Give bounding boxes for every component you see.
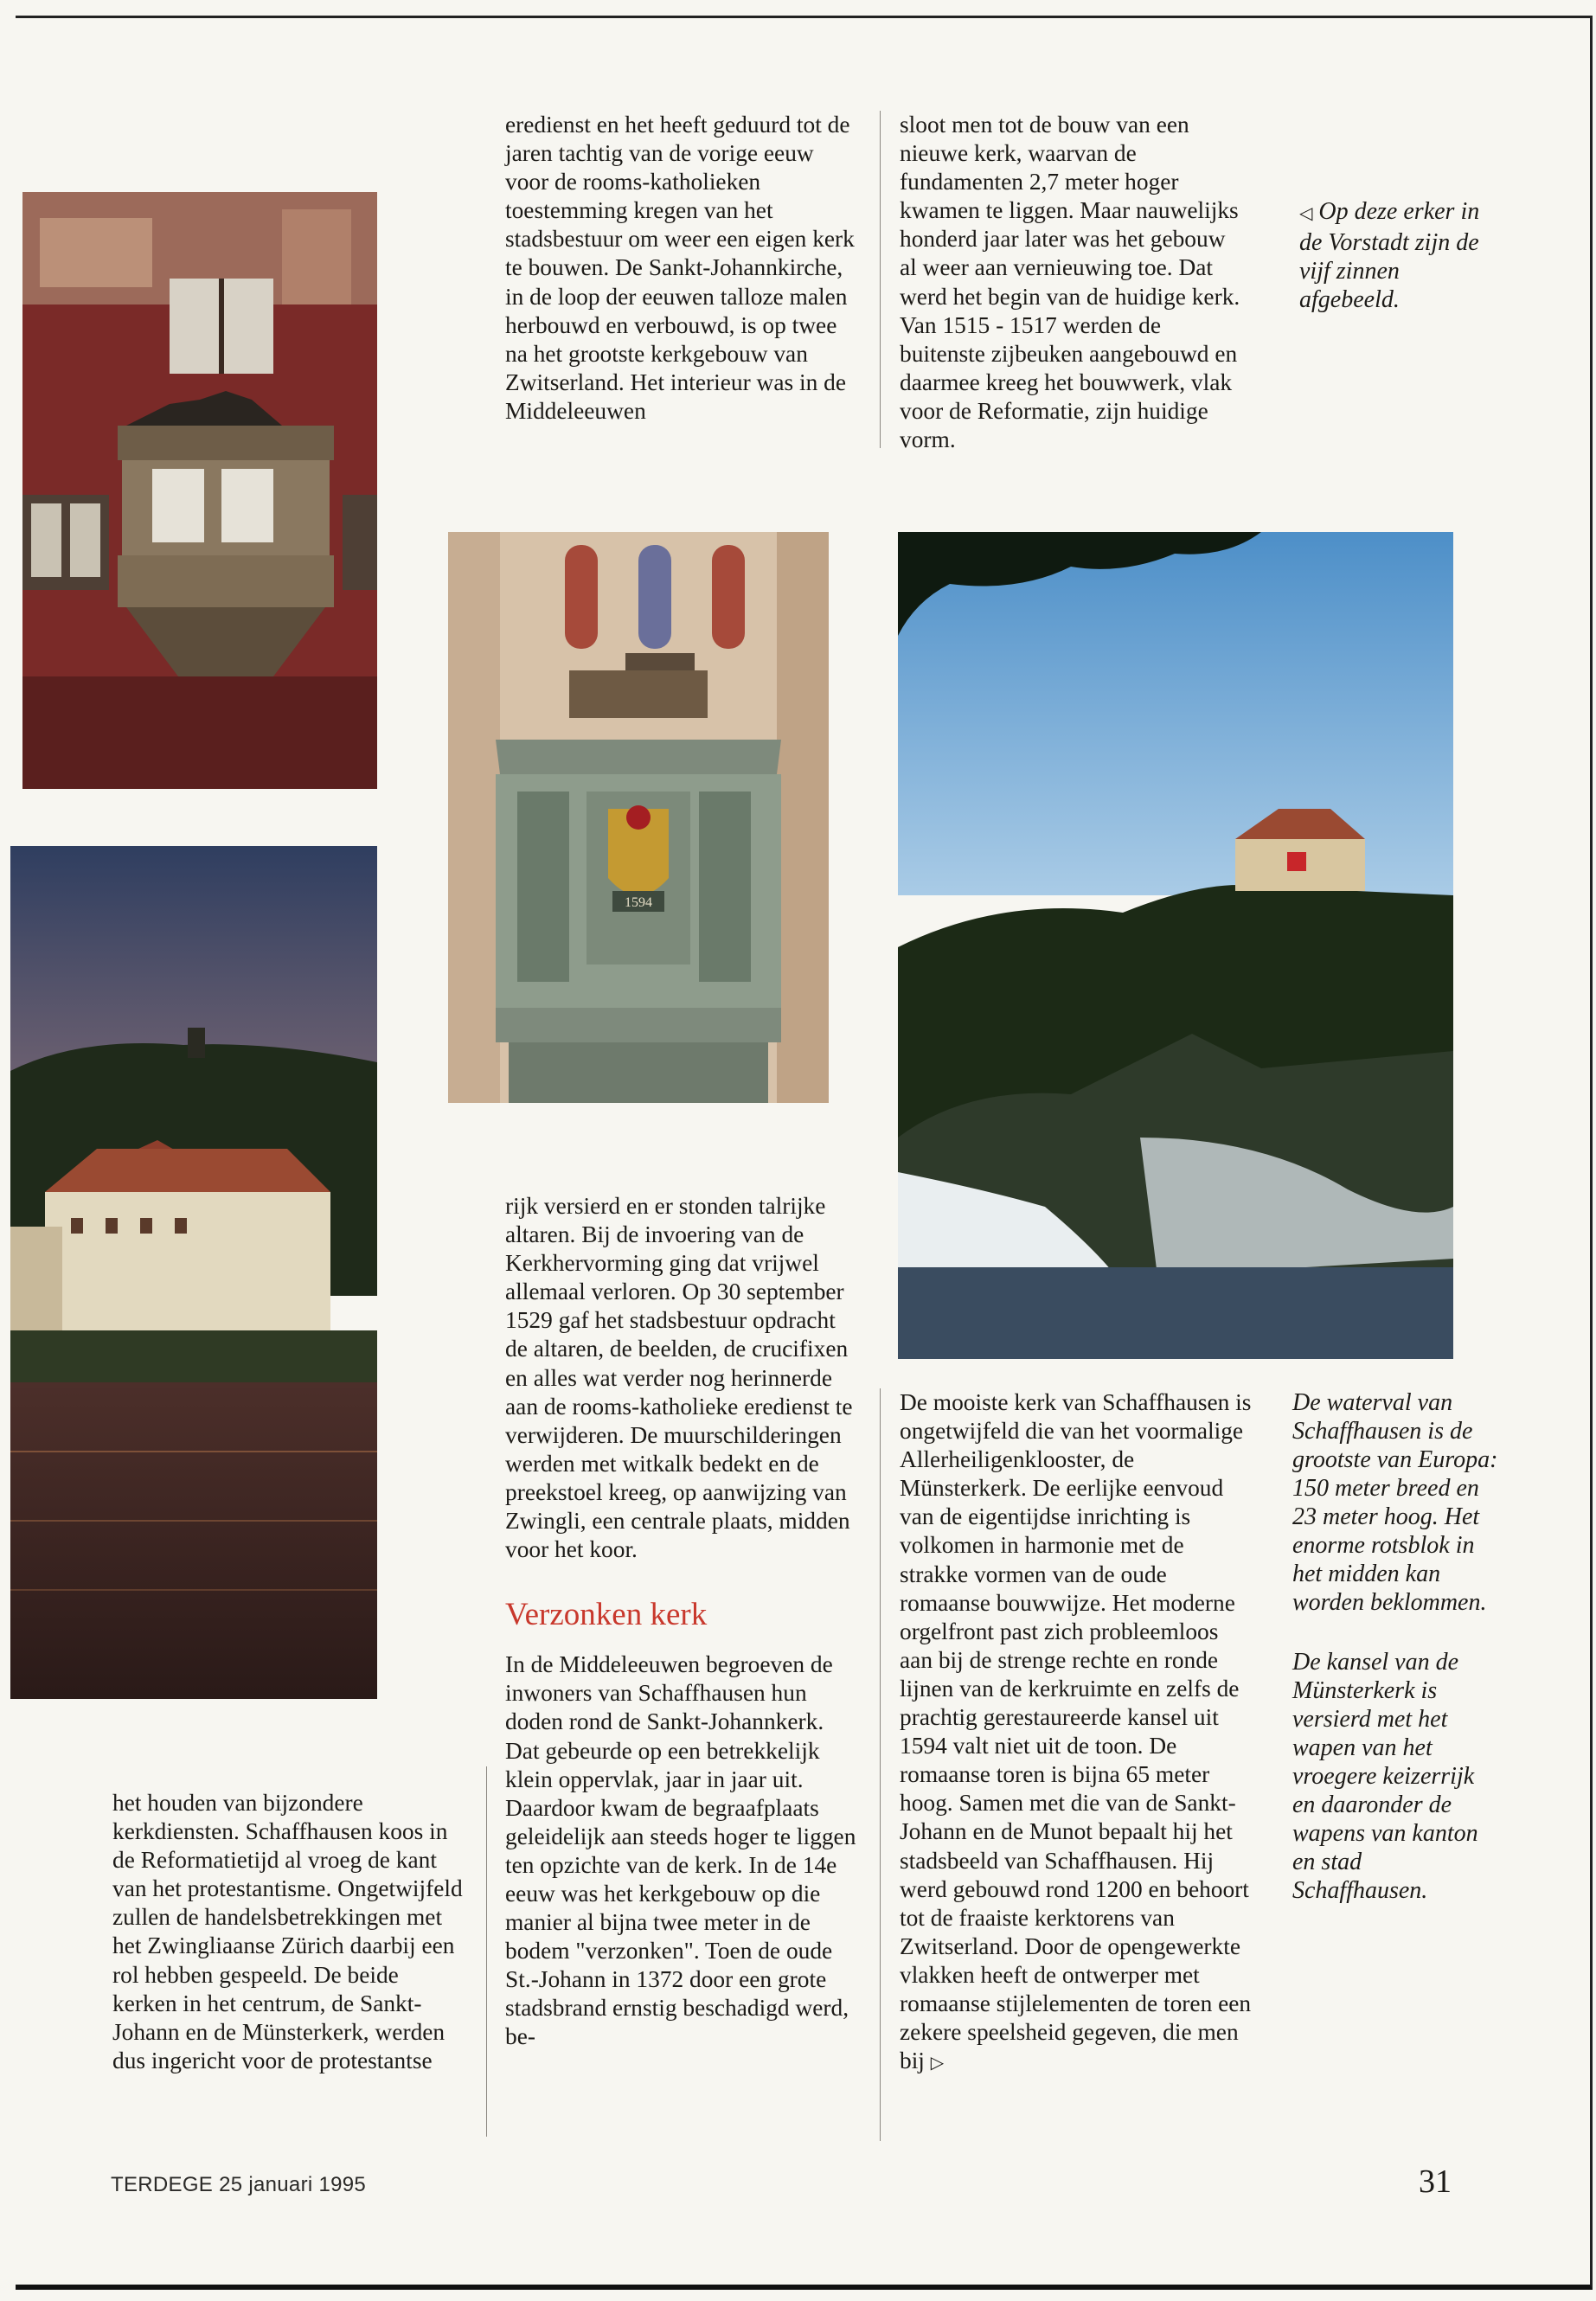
continue-arrow-icon: ▷	[930, 2054, 945, 2073]
photo-riverside	[10, 846, 377, 1699]
paragraph: In de Middeleeuwen begroeven de inwoners van Schaffhausen hun doden rond de Sankt-Johannkerk. Dat gebeurde op een betrekkelijk klein oppervlak, jaar in jaar uit. Daardoor kwam de begraafplaats geleidelijk aan steeds hoger te liggen ten opzichte van de kerk. In de 14e eeuw was het kerkgebouw op die manier al bijna twee meter in de bodem "verzonken". Toen de oude St.-Johann in 1372 door een grote stadsbrand ernstig beschadigd werd, be-	[505, 1651, 856, 2050]
photo-pulpit	[448, 532, 829, 1103]
pulpit-year-plaque: 1594	[625, 895, 652, 910]
article-col3-bottom	[900, 1388, 1254, 2078]
left-triangle-icon: ◁	[1299, 204, 1313, 223]
page-number: 31	[1419, 2163, 1452, 2200]
article-col2-top	[505, 111, 860, 426]
column-rule	[486, 1766, 487, 2137]
article-col2-bottom	[505, 1192, 860, 2052]
caption-kansel: De kansel van de Münsterkerk is versierd met het wapen van het vroegere keizerrijk en daaronder de wapens van kanton en stad Schaffhausen.	[1292, 1649, 1478, 1904]
article-col3-top	[900, 111, 1246, 454]
caption-text: Op deze erker in de Vorstadt zijn de vijf zinnen afgebeeld.	[1299, 198, 1480, 313]
column-rule	[880, 1388, 881, 2141]
photo-waterfall	[898, 532, 1453, 1359]
photo-erker	[22, 192, 377, 789]
paragraph: het houden van bijzondere kerkdiensten. Schaffhausen koos in de Reformatietijd al vroeg de kant van het protestantisme. Ongetwijfeld zullen de handelsbetrekkingen met het Zwingliaanse Zürich daarbij een rol hebben gespeeld. De beide kerken in het centrum, de Sankt-Johann en de Münsterkerk, werden dus ingericht voor de protestantse	[112, 1790, 463, 2073]
caption-erker	[1299, 197, 1490, 345]
paragraph: sloot men tot de bouw van een nieuwe kerk, waarvan de fundamenten 2,7 meter hoger kwamen te liggen. Maar nauwelijks honderd jaar later was het gebouw al weer aan vernieuwing toe. Dat werd het begin van de huidige kerk. Van 1515 - 1517 werden de buitenste zijbeuken aangebouwd en daarmee kreeg het bouwwerk, vlak voor de Reformatie, zijn huidige vorm.	[900, 112, 1240, 453]
paragraph: De mooiste kerk van Schaffhausen is ongetwijfeld die van het voormalige Allerheiligenklooster, de Münsterkerk. De eerlijke eenvoud van de eigentijdse inrichting is volkomen in harmonie met de strakke vormen van de oude romaanse bouwwijze. Het moderne orgelfront past zich probleemloos aan bij de strenge rechte en ronde lijnen van de kerkruimte en zelfs de prachtig gerestaureerde kansel uit 1594 valt niet uit de toon. De romaanse toren is bijna 65 meter hoog. Samen met die van de Sankt-Johann en de Munot bepaalt hij het stadsbeeld van Schaffhausen. Hij werd gebouwd rond 1200 en behoort tot de fraaiste kerktorens van Zwitserland. Door de opengewerkte vlakken heeft de ontwerper met romaanse stijlelementen de toren een zekere speelsheid gegeven, die men bij	[900, 1389, 1252, 2074]
caption-right-column	[1292, 1388, 1500, 1936]
paragraph: eredienst en het heeft geduurd tot de jaren tachtig van de vorige eeuw voor de rooms-katholieken toestemming kregen van het stadsbestuur om weer een eigen kerk te bouwen. De Sankt-Johannkirche, in de loop der eeuwen talloze malen herbouwd en verbouwd, is op twee na het grootste kerkgebouw van Zwitserland. Het interieur was in de Middeleeuwen	[505, 112, 855, 424]
paragraph: rijk versierd en er stonden talrijke altaren. Bij de invoering van de Kerkhervorming ging dat vrijwel allemaal verloren. Op 30 september 1529 gaf het stadsbestuur opdracht de altaren, de beelden, de crucifixen en alles wat verder nog herinnerde aan de rooms-katholieke eredienst te verwijderen. De muurschilderingen werden met witkalk bedekt en de preekstoel kreeg, op aanwijzing van Zwingli, een centrale plaats, midden voor het koor.	[505, 1193, 853, 1563]
caption-waterfall: De waterval van Schaffhausen is de grootste van Europa: 150 meter breed en 23 meter hoog. Het enorme rotsblok in het midden kan worden beklommen.	[1292, 1389, 1498, 1616]
article-col1-bottom	[112, 1789, 467, 2075]
section-heading: Verzonken kerk	[505, 1597, 708, 1633]
magazine-footer: TERDEGE 25 januari 1995	[111, 2173, 367, 2196]
column-rule	[880, 111, 881, 448]
